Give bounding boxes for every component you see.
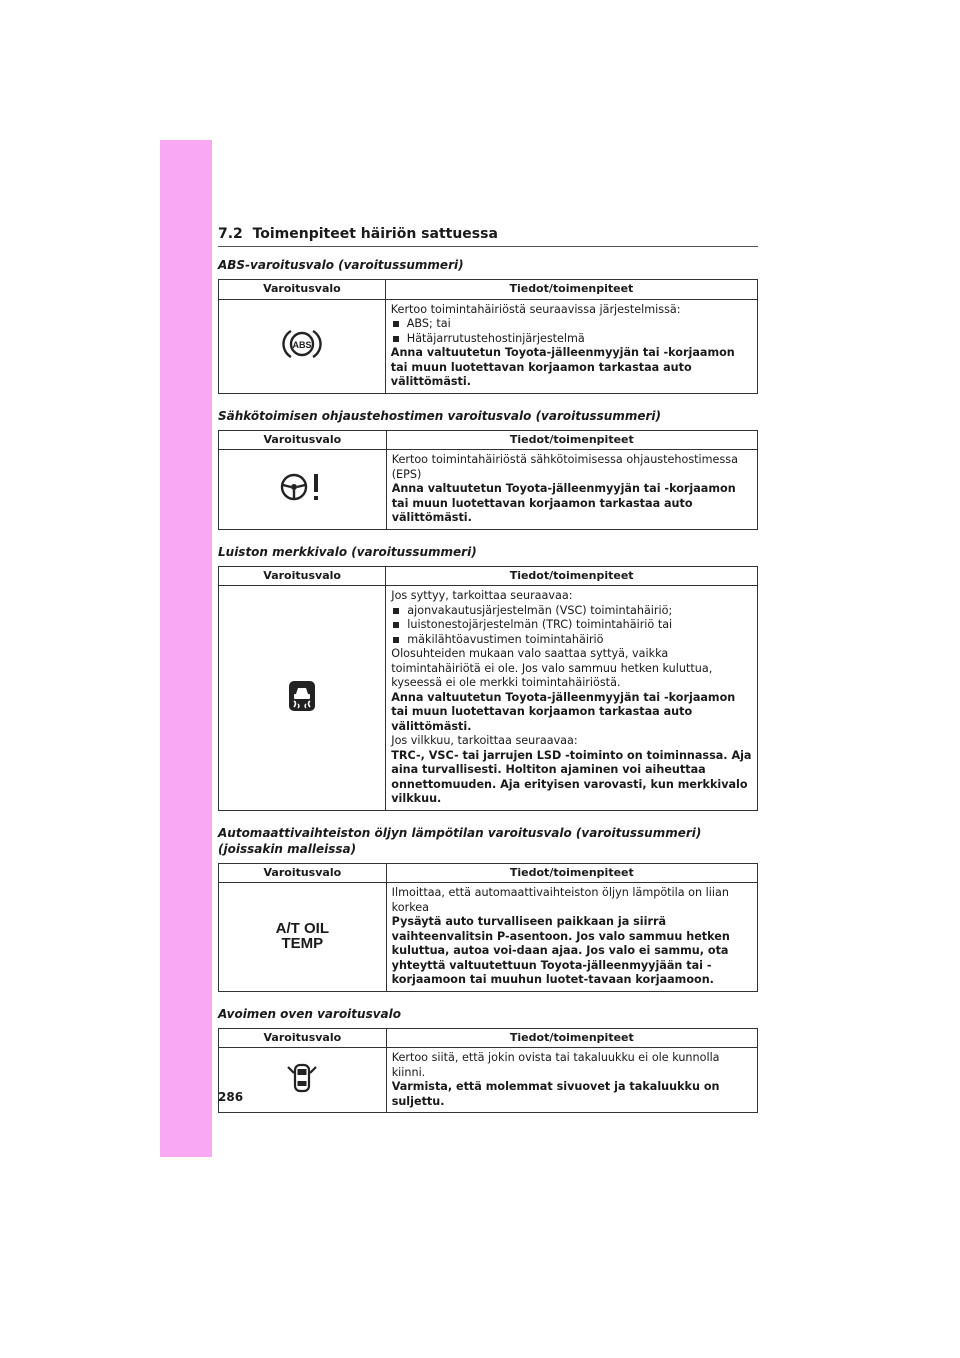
table-row [219,1048,758,1113]
info-cell [386,586,758,811]
chapter-tab [160,140,212,1157]
icon-cell [219,450,387,530]
warning-table [218,430,758,530]
instruction-text: Anna valtuutetun Toyota-jälleenmyyjän tai -korjaamon tai muun luotettavan korjaamon tarkastaa auto välittömästi. [390,346,735,388]
icon-text: A/T OIL [275,920,329,937]
info-text: Ilmoittaa, että automaattivaihteiston öljyn lämpötila on liian korkea [391,886,729,914]
table-title: ABS-varoitusvalo (varoitussummeri) [218,258,464,272]
column-header-info: Tiedot/toimenpiteet [386,863,757,883]
table-header-row [219,430,758,450]
instruction-text: Varmista, että molemmat sivuovet ja takaluukku on suljettu. [391,1080,720,1108]
icon-cell [219,586,386,811]
info-cell [386,883,757,992]
instruction-text: TRC-, VSC- tai jarrujen LSD -toiminto on toiminnassa. Aja aina turvallisesti. Holtiton ajaminen voi aiheuttaa onnettomuuden. Aja erityisen varovasti, kun merkkivalo vilkkuu. [391,748,752,805]
info-text: Kertoo siitä, että jokin ovista tai takaluukku ei ole kunnolla kiinni. [391,1051,720,1079]
icon-text: TEMP [281,935,324,952]
instruction-text: Anna valtuutetun Toyota-jälleenmyyjän tai -korjaamon tai muun luotettavan korjaamon tarkastaa auto välittömästi. [391,690,736,733]
table-row [219,586,758,811]
column-header-light: Varoitusvalo [219,430,387,450]
column-header-info: Tiedot/toimenpiteet [386,1028,757,1048]
column-header-info: Tiedot/toimenpiteet [385,280,757,300]
table-row [219,299,758,393]
warning-table [218,1028,758,1114]
instruction-text: Pysäytä auto turvalliseen paikkaan ja siirrä vaihteenvalitsin P-asentoon. Jos valo sammuu hetken kuluttua, autoa voi-daan ajaa. Jos valo ei sammu, ota yhteyttä valtuutettuun Toyota-jälleenmyyjään tai -korjaamoon tai muuhun luotet-tavaan korjaamoon. [391,915,730,986]
info-text: Kertoo toimintahäiriöstä sähkötoimisessa ohjaustehostimessa (EPS) [391,453,738,481]
icon-cell [219,299,386,393]
bullet-item: Hätäjarrutustehostinjärjestelmä [391,332,752,347]
table-header-row [219,1028,758,1048]
bullet-item: luistonestojärjestelmän (TRC) toimintahäiriö tai [391,618,752,633]
info-text: Jos vilkkuu, tarkoittaa seuraavaa: [391,734,578,747]
section-number: 7.2 [218,226,243,242]
table-header-row [219,566,758,586]
section-header [218,222,758,247]
table-row [219,450,758,530]
info-text: Kertoo toimintahäiriöstä seuraavissa järjestelmissä: [390,302,681,316]
table-title: Automaattivaihteiston öljyn lämpötilan varoitusvalo (varoitussummeri) (joissakin malleissa) [218,825,702,856]
column-header-info: Tiedot/toimenpiteet [386,430,757,450]
instruction-text: Anna valtuutetun Toyota-jälleenmyyjän tai -korjaamon tai muun luotettavan korjaamon tarkastaa auto välittömästi. [391,482,736,524]
table-title: Avoimen oven varoitusvalo [218,1006,401,1021]
page-number: 286 [218,1090,244,1104]
info-cell [386,1048,757,1113]
icon-cell [219,883,387,992]
bullet-item: mäkilähtöavustimen toimintahäiriö [391,633,752,648]
table-row [219,883,758,992]
bullet-item: ajonvakautusjärjestelmän (VSC) toimintahäiriö; [391,604,752,619]
table-header-row [219,863,758,883]
warning-tables [218,257,758,1113]
warning-table [218,279,758,394]
open-door-icon [285,1061,319,1100]
steering-wheel-exclamation-icon [277,470,327,509]
info-cell [386,450,757,530]
icon-cell [219,1048,387,1113]
table-title: Luiston merkkivalo (varoitussummeri) [218,544,477,559]
abs-warning-icon [282,327,322,366]
table-title: Sähkötoimisen ohjaustehostimen varoitusvalo (varoitussummeri) [218,408,662,423]
warning-table [218,566,758,811]
column-header-light: Varoitusvalo [219,280,386,300]
column-header-info: Tiedot/toimenpiteet [386,566,758,586]
slip-indicator-icon [288,680,316,717]
at-oil-temp-icon [276,921,329,951]
svg-text:ABS: ABS [292,339,312,350]
column-header-light: Varoitusvalo [219,566,386,586]
bullet-item: ABS; tai [391,317,752,332]
info-text: Jos syttyy, tarkoittaa seuraavaa: [391,589,573,602]
table-header-row [219,280,758,300]
info-text: Olosuhteiden mukaan valo saattaa syttyä, vaikka toimintahäiriötä ei ole. Jos valo sammuu hetken kuluttua, kyseessä ei ole merkki toimintahäiriöstä. [391,647,713,689]
warning-table [218,863,758,992]
section-title: Toimenpiteet häiriön sattuessa [252,226,498,242]
page-content [218,222,758,1127]
info-cell [385,299,757,393]
column-header-light: Varoitusvalo [219,1028,387,1048]
column-header-light: Varoitusvalo [219,863,387,883]
